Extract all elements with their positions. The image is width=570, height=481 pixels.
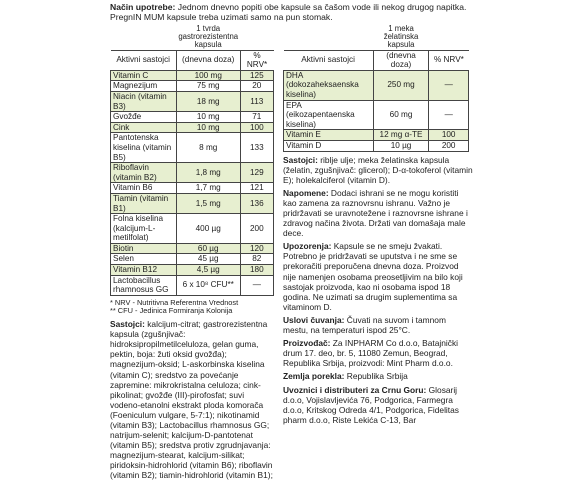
ingredient-name: Biotin [111,243,177,254]
ingredient-dose: 75 mg [176,81,240,92]
ingredient-dose: 400 µg [176,214,240,244]
ingredient-dose: 60 mg [373,100,429,130]
ingredient-name: Pantotenska kiselina (vitamin B5) [111,133,177,163]
ingredient-dose: 10 mg [176,112,240,123]
cfu-footnote: ** CFU - Jedinica Formiranja Kolonija [110,306,233,316]
ingredients-label: Sastojci: [110,319,145,330]
ingredient-name: Vitamin B6 [111,183,177,194]
ingredients-text: kalcijum-citrat; gastrorezistentna kapsula (zgušnjivač: hidroksipropilmetilceluloza, gelan guma, pektin, boja: žuti oksid gvožđa); magnezijum-oksid; L-askorbinska kiselina (vitamin C); sredstvo za povećanje zapremine: mikrokristalna celuloza; cink-pikolinat; gvožđe (III)-pirofosfat; suvi vodeno-etanolni ekstrakt ploda komorača (Foeniculum vulgare, 5-7:1); nikotinamid (vitamin B3); Lactobacillus rhamnosus GG; natrijum-selenit; kalcijum-D-pantotenat (vitamin B5); sredstva protiv zgrudnjavanja: magnezijum-stearat, kalcijum-silikat; piridoksin-hidrohlorid (vitamin B6); riboflavin (vitamin B2); tiamin-hidrohlorid (vitamin B1); [110,319,273,481]
ingredient-dose: 100 mg [176,70,240,81]
ingredient-nrv: 180 [240,265,273,276]
ingredient-name: Vitamin E [284,130,374,141]
ingredient-dose: 45 µg [176,254,240,265]
right-nrv-header: % NRV* [429,50,469,70]
ingredient-dose: 8 mg [176,133,240,163]
info-paragraph [283,315,473,335]
info-paragraph [283,371,473,381]
ingredient-nrv: 125 [240,70,273,81]
info-paragraph [283,338,473,368]
right-paragraphs [283,155,473,425]
ingredient-dose: 1,5 mg [176,193,240,213]
paragraph-label: Sastojci: [283,154,318,165]
paragraph-label: Upozorenja: [283,241,332,252]
ingredient-nrv: 136 [240,193,273,213]
table-row [111,183,274,194]
ingredient-name: Vitamin C [111,70,177,81]
ingredient-name: Tiamin (vitamin B1) [111,193,177,213]
info-paragraph [283,241,473,312]
table-row [111,70,274,81]
paragraph-label: Proizvođač: [283,338,331,349]
table-row [111,214,274,244]
table-row [111,254,274,265]
table-row [111,193,274,213]
hard-capsule-ingredients [110,319,275,481]
ingredient-name: Cink [111,122,177,133]
ingredient-nrv: 200 [429,140,469,151]
left-column [110,25,275,481]
ingredient-name: Niacin (vitamin B3) [111,91,177,111]
table-row [284,70,469,100]
ingredient-name: Magnezijum [111,81,177,92]
ingredient-nrv: 200 [240,214,273,244]
paragraph-label: Uvoznici i distributeri za Crnu Goru: [283,384,427,395]
table-row [284,100,469,130]
paragraph-text: Za INPHARM Co d.o.o, Batajnički drum 17. deo, br. 5, 11080 Zemun, Beograd, Republika Srbija, proizvodi: Mint Pharm d.o.o. [283,338,459,369]
paragraph-label: Zemlja porekla: [283,371,345,382]
left-dose-header: (dnevna doza) [176,50,240,70]
ingredient-name: DHA (dokozaheksaenska kiselina) [284,70,374,100]
table-row [111,275,274,295]
ingredient-dose: 10 µg [373,140,429,151]
ingredient-name: Vitamin B12 [111,265,177,276]
ingredient-dose: 60 µg [176,243,240,254]
paragraph-text: Čuvati na suvom i tamnom mestu, na temperaturi ispod 25°C. [283,314,446,336]
ingredient-dose: 1,7 mg [176,183,240,194]
ingredient-dose: 1,8 mg [176,163,240,183]
usage-label: Način upotrebe: [110,2,176,12]
ingredient-nrv: 113 [240,91,273,111]
paragraph-text: Glosarij d.o.o, Vojislavljevića 76, Podgorica, Farmegra d.o.o, Kritskog Odreda 4/1, Podgorica, Fidelitas pharm d.o.o, Riste Lekića C-13, Bar [283,384,459,425]
ingredient-nrv: 121 [240,183,273,194]
ingredient-dose: 10 mg [176,122,240,133]
usage-text: Jednom dnevno popiti obe kapsule sa čašom vode ili nekog drugog napitka. PregnIN MUM kapsule treba uzimati samo na pun stomak. [110,2,467,23]
ingredient-nrv: — [429,70,469,100]
ingredient-nrv: 71 [240,112,273,123]
table-footnotes [110,299,275,316]
hard-capsule-title: 1 tvrda gastrorezistentna kapsula [178,24,239,50]
paragraph-text: Dodaci ishrani se ne mogu koristiti kao zamena za raznovrsnu ishranu. Važno je pridržavati se uravnotežene i raznovrsne ishrane i zdravog načina života. Držati van domašaja male dece. [283,187,468,239]
ingredient-dose: 6 x 10⁸ CFU** [176,275,240,295]
right-dose-header: (dnevna doza) [373,50,429,70]
ingredient-dose: 18 mg [176,91,240,111]
table-row [111,81,274,92]
ingredient-dose: 12 mg α-TE [373,130,429,141]
paragraph-text: Kapsule se ne smeju žvakati. Potrebno je pridržavati se uputstva i ne sme se prekoračiti preporučena dnevna doza. Proizvod nije namenjen osobama preosetljivim na bilo koji sastojak proizvoda, kao ni osobama ispod 18 godina. Ne uzimati sa drugim suplementima sa vitaminom D. [283,241,463,312]
table-row [111,243,274,254]
usage-instructions [110,2,470,22]
ingredient-nrv: 100 [240,122,273,133]
ingredient-nrv: — [429,100,469,130]
ingredient-name: Vitamin D [284,140,374,151]
ingredient-nrv: 120 [240,243,273,254]
ingredient-nrv: — [240,275,273,295]
ingredient-name: Folna kiselina (kalcijum-L-metilfolat) [111,214,177,244]
ingredient-nrv: 129 [240,163,273,183]
ingredient-name: Riboflavin (vitamin B2) [111,163,177,183]
left-col-header: Aktivni sastojci [111,50,177,70]
paragraph-text: riblje ulje; meka želatinska kapsula (želatin, zgušnjivač: glicerol); D-α-tokoferol (vitamin E); holekalciferol (vitamin D). [283,154,473,185]
left-nrv-header: % NRV* [240,50,273,70]
table-row [111,133,274,163]
table-row [111,112,274,123]
capsule-hard-table [110,25,274,296]
info-paragraph [283,155,473,185]
paragraph-label: Napomene: [283,187,329,198]
ingredient-name: Selen [111,254,177,265]
table-row [111,91,274,111]
ingredient-name: Lactobacillus rhamnosus GG [111,275,177,295]
ingredient-name: EPA (eikozapentaenska kiselina) [284,100,374,130]
paragraph-label: Uslovi čuvanja: [283,314,345,325]
table-row [111,163,274,183]
table-row [111,122,274,133]
ingredient-name: Gvožđe [111,112,177,123]
ingredient-nrv: 100 [429,130,469,141]
table-row [284,130,469,141]
ingredient-dose: 4,5 µg [176,265,240,276]
ingredient-dose: 250 mg [373,70,429,100]
paragraph-text: Republika Srbija [344,371,408,382]
soft-capsule-title: 1 meka želatinska kapsula [373,25,429,50]
ingredient-nrv: 133 [240,133,273,163]
ingredient-nrv: 82 [240,254,273,265]
table-row [111,265,274,276]
right-column [283,25,473,425]
right-col-header: Aktivni sastojci [284,50,374,70]
info-paragraph [283,385,473,425]
ingredient-nrv: 20 [240,81,273,92]
table-row [284,140,469,151]
info-paragraph [283,188,473,238]
nrv-footnote: * NRV - Nutritivna Referentna Vrednost [110,297,239,307]
capsule-soft-table [283,25,469,152]
